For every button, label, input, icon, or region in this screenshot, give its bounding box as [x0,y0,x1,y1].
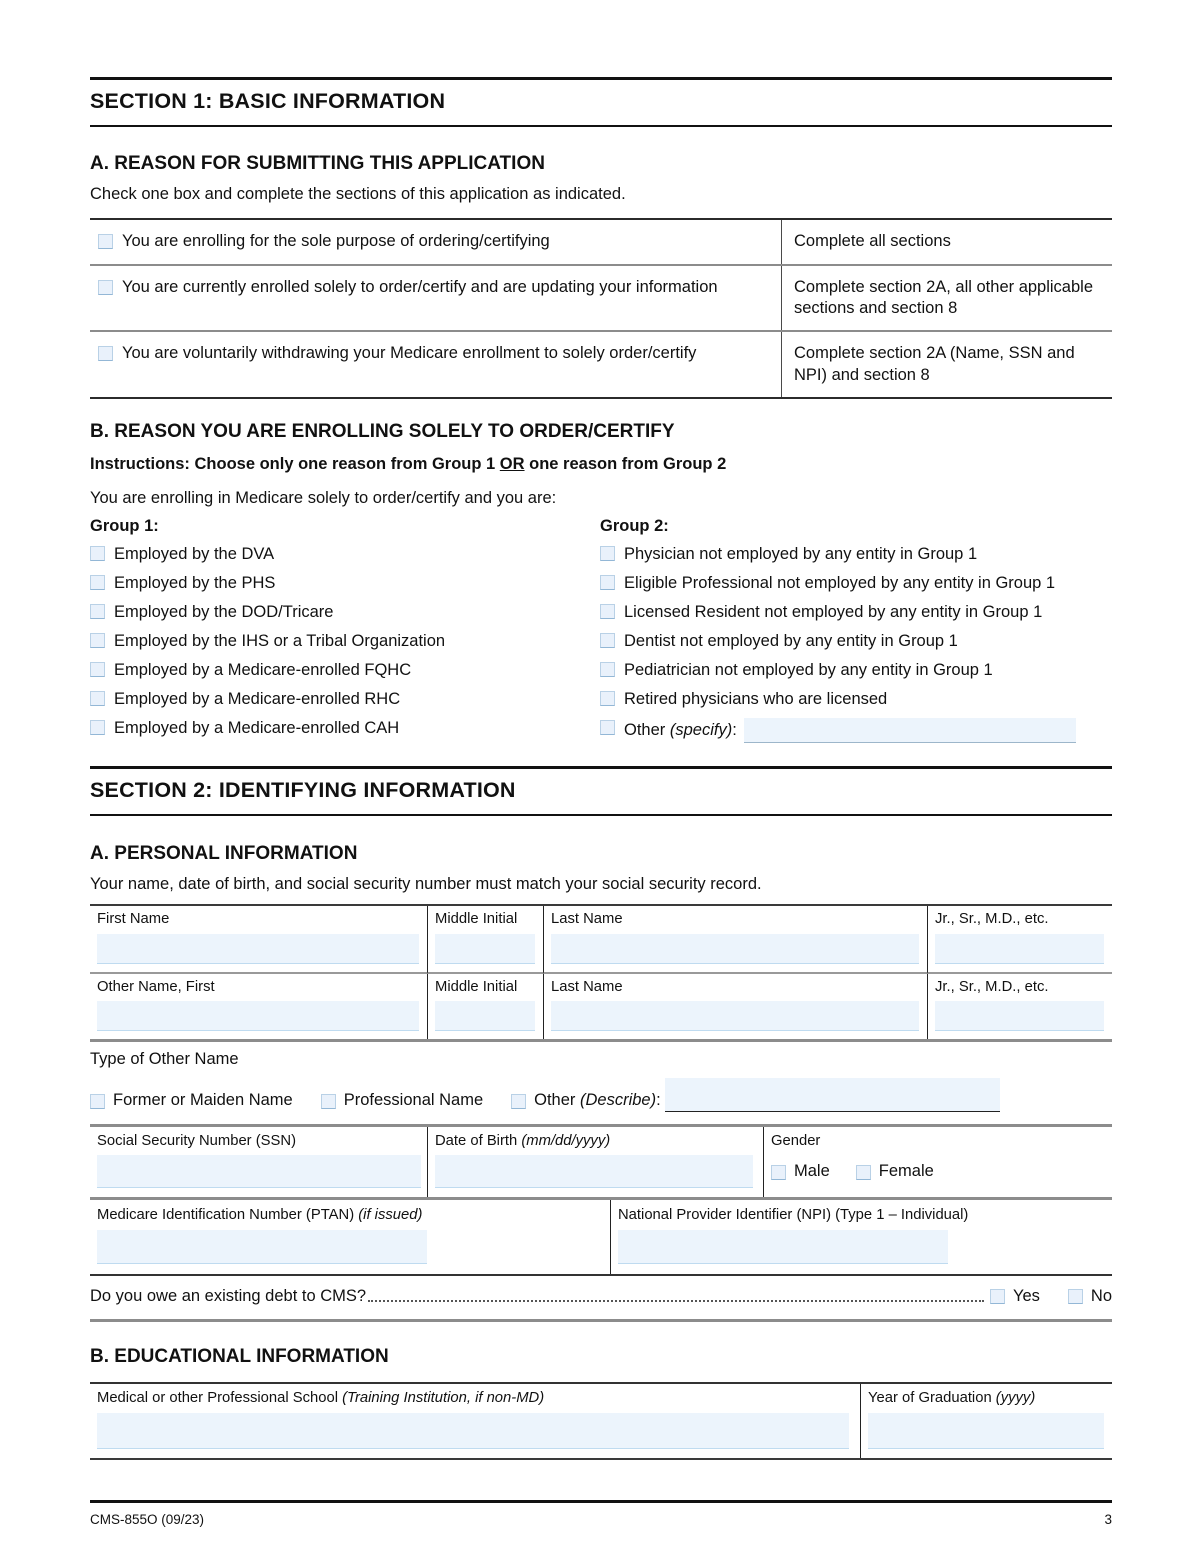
other-suffix-label: Jr., Sr., M.D., etc. [935,978,1049,995]
suffix-label: Jr., Sr., M.D., etc. [935,911,1049,928]
action-cell: Complete section 2A, all other applicable sections and section 8 [794,277,1094,317]
checkbox-employed-cah[interactable] [90,720,105,735]
other-middle-initial-input[interactable] [435,1001,535,1031]
section1b-instructions [90,454,1112,475]
instructions-or: OR [499,454,525,473]
first-name-input[interactable] [97,934,419,964]
dob-cell [427,1127,763,1197]
npi-cell [610,1200,1112,1273]
npi-label: National Provider Identifier (NPI) (Type 1 – Individual) [618,1207,969,1224]
checkbox-employed-phs[interactable] [90,575,105,590]
checkbox-other-name[interactable] [511,1094,526,1109]
other-describe-italic: (Describe) [580,1091,657,1110]
reason-cell [90,266,782,331]
checkbox-physician-not-employed[interactable] [600,546,615,561]
reason-label: You are enrolling for the sole purpose of ordering/certifying [122,232,550,251]
list-item [90,689,600,710]
reason-label: You are currently enrolled solely to order/certify and are updating your information [122,277,718,296]
group1-column [90,516,600,751]
section1b-heading: B. REASON YOU ARE ENROLLING SOLELY TO ORDER/CERTIFY [90,421,675,443]
checkbox-employed-ihs-tribal[interactable] [90,633,105,648]
other-describe-input[interactable] [665,1078,1000,1112]
checkbox-employed-rhc[interactable] [90,691,105,706]
dob-input[interactable] [435,1155,753,1188]
year-label-italic: (yyyy) [995,1389,1036,1406]
suffix-input[interactable] [935,934,1104,964]
other-last-name-cell [543,974,927,1039]
ssn-dob-gender-table [90,1127,1112,1200]
debt-yes-option [990,1286,1040,1307]
other-describe-text: Other [534,1091,580,1110]
list-item [90,602,600,623]
section2-title: SECTION 2: IDENTIFYING INFORMATION [90,778,516,803]
group1-item-label: Employed by the DVA [114,545,275,564]
group1-item-label: Employed by the PHS [114,574,276,593]
group2-item-label: Retired physicians who are licensed [624,689,888,708]
type-other-name-block [90,1042,1112,1126]
table-row [90,264,1112,331]
checkbox-debt-no[interactable] [1068,1289,1083,1304]
section2b-heading: B. EDUCATIONAL INFORMATION [90,1346,389,1368]
checkbox-professional-name[interactable] [321,1094,336,1109]
first-name-label: First Name [97,911,170,928]
school-cell [90,1384,860,1458]
list-item [90,631,600,652]
suffix-cell [927,906,1112,973]
section2a-heading: A. PERSONAL INFORMATION [90,843,358,865]
group1-label: Group 1: [90,516,159,535]
type-other-name-options [90,1078,1112,1112]
section1-header [90,77,1112,127]
debt-question-row [90,1276,1112,1322]
checkbox-female[interactable] [856,1165,871,1180]
middle-initial-cell [427,906,543,973]
list-item [600,602,1112,623]
ssn-label: Social Security Number (SSN) [97,1132,296,1149]
section1b-lead: You are enrolling in Medicare solely to order/certify and you are: [90,489,557,508]
no-label: No [1090,1286,1112,1305]
former-maiden-option [90,1090,293,1111]
page-number: 3 [1104,1512,1112,1527]
female-label: Female [878,1162,934,1181]
other-describe-colon: : [656,1091,661,1110]
school-label-italic: (Training Institution, if non-MD) [342,1389,545,1406]
list-item [600,660,1112,681]
form-number: CMS-855O (09/23) [90,1512,205,1527]
table-row [90,330,1112,397]
middle-initial-input[interactable] [435,934,535,964]
dotted-leader [368,1291,984,1302]
ptan-cell [90,1200,610,1273]
other-suffix-input[interactable] [935,1001,1104,1031]
section2-header [90,766,1112,816]
checkbox-employed-fqhc[interactable] [90,662,105,677]
ssn-input[interactable] [97,1155,421,1188]
type-other-name-label: Type of Other Name [90,1050,239,1069]
dob-label [435,1132,755,1150]
other-middle-initial-label: Middle Initial [435,978,518,995]
graduation-year-label [868,1389,1104,1407]
group2-column [600,516,1112,751]
checkbox-other[interactable] [600,720,615,735]
list-item [90,660,600,681]
debt-no-option [1068,1286,1112,1307]
list-item [90,718,600,739]
education-table [90,1382,1112,1460]
yes-label: Yes [1012,1286,1040,1305]
group1-item-label: Employed by a Medicare-enrolled CAH [114,718,400,737]
list-item [600,573,1112,594]
ptan-label-italic: (if issued) [358,1207,423,1224]
dob-label-italic: (mm/dd/yyyy) [521,1132,611,1149]
ssn-cell [90,1127,427,1197]
group2-other-label [624,718,1076,743]
former-maiden-label: Former or Maiden Name [113,1091,293,1110]
other-name-label: Other Name, First [97,978,215,995]
section1a-intro: Check one box and complete the sections of this application as indicated. [90,184,626,203]
section1-title: SECTION 1: BASIC INFORMATION [90,89,446,113]
ptan-label [97,1206,602,1224]
page-footer [90,1500,1112,1529]
group2-item-label: Dentist not employed by any entity in Group 1 [624,632,958,651]
other-label-colon: : [732,720,737,739]
other-last-name-input[interactable] [551,1001,919,1031]
checkbox-former-maiden-name[interactable] [90,1094,105,1109]
name-table [90,904,1112,1042]
checkbox-male[interactable] [771,1165,786,1180]
reason-cell [90,220,782,263]
year-label-text: Year of Graduation [868,1389,996,1406]
gender-cell [763,1127,1112,1197]
gender-label: Gender [771,1132,821,1149]
last-name-cell [543,906,927,973]
form-page [90,0,1112,1460]
section2a-subtitle: Your name, date of birth, and social security number must match your social security record. [90,875,762,893]
reason-groups [90,516,1112,751]
action-cell: Complete all sections [794,232,951,251]
reason-table [90,218,1112,399]
checkbox-retired-physicians[interactable] [600,691,615,706]
other-label-text: Other [624,720,670,739]
checkbox-debt-yes[interactable] [990,1289,1005,1304]
checkbox-employed-dod-tricare[interactable] [90,604,105,619]
group2-item-label: Pediatrician not employed by any entity in Group 1 [624,661,993,679]
group2-item-label: Eligible Professional not employed by any entity in Group 1 [624,574,1056,593]
list-item [600,631,1112,652]
checkbox-dentist[interactable] [600,633,615,648]
reason-label: You are voluntarily withdrawing your Medicare enrollment to solely order/certify [122,344,697,363]
list-item [600,689,1112,710]
first-name-cell [90,906,427,973]
debt-question-label: Do you owe an existing debt to CMS? [90,1286,367,1305]
middle-initial-label: Middle Initial [435,911,518,928]
group2-item-label: Licensed Resident not employed by any entity in Group 1 [624,603,1043,622]
other-middle-initial-cell [427,974,543,1039]
checkbox-enrolling-sole-purpose[interactable] [98,234,113,249]
checkbox-employed-dva[interactable] [90,546,105,561]
group1-item-label: Employed by a Medicare-enrolled FQHC [114,661,412,679]
last-name-input[interactable] [551,934,919,964]
action-cell: Complete section 2A (Name, SSN and NPI) and section 8 [794,344,1075,384]
list-item [90,573,600,594]
table-row [90,220,1112,263]
checkbox-licensed-resident[interactable] [600,604,615,619]
other-label-italic: (specify) [669,720,733,739]
list-item [90,544,600,565]
ptan-input[interactable] [97,1230,427,1264]
graduation-year-input[interactable] [868,1413,1104,1449]
male-label: Male [794,1162,830,1181]
reason-cell [90,332,782,397]
other-last-name-label: Last Name [551,978,623,995]
other-describe-option [511,1090,661,1111]
group1-item-label: Employed by a Medicare-enrolled RHC [114,689,401,708]
list-item [600,718,1112,743]
professional-name-label: Professional Name [343,1091,484,1110]
dob-label-text: Date of Birth [435,1132,522,1149]
other-describe-label [534,1090,661,1111]
checkbox-pediatrician[interactable] [600,662,615,677]
other-name-cell [90,974,427,1039]
graduation-year-cell [860,1384,1112,1458]
school-label [97,1389,852,1407]
group2-label: Group 2: [600,516,669,535]
last-name-label: Last Name [551,911,623,928]
ptan-npi-table [90,1200,1112,1275]
school-input[interactable] [97,1413,849,1449]
ptan-label-text: Medicare Identification Number (PTAN) [97,1207,359,1224]
gender-options [771,1161,1104,1182]
checkbox-voluntarily-withdrawing[interactable] [98,346,113,361]
other-suffix-cell [927,974,1112,1039]
group1-item-label: Employed by the DOD/Tricare [114,603,334,622]
checkbox-eligible-professional[interactable] [600,575,615,590]
instructions-suffix: one reason from Group 2 [524,454,727,473]
group2-item-label: Physician not employed by any entity in Group 1 [624,545,978,564]
checkbox-currently-enrolled-updating[interactable] [98,280,113,295]
npi-input[interactable] [618,1230,948,1264]
instructions-prefix: Instructions: Choose only one reason from Group 1 [90,454,500,473]
other-name-input[interactable] [97,1001,419,1031]
section1a-heading: A. REASON FOR SUBMITTING THIS APPLICATION [90,152,545,174]
group1-item-label: Employed by the IHS or a Tribal Organization [114,632,446,651]
professional-name-option [321,1090,483,1111]
other-specify-input[interactable] [744,718,1076,743]
list-item [600,544,1112,565]
school-label-text: Medical or other Professional School [97,1389,343,1406]
